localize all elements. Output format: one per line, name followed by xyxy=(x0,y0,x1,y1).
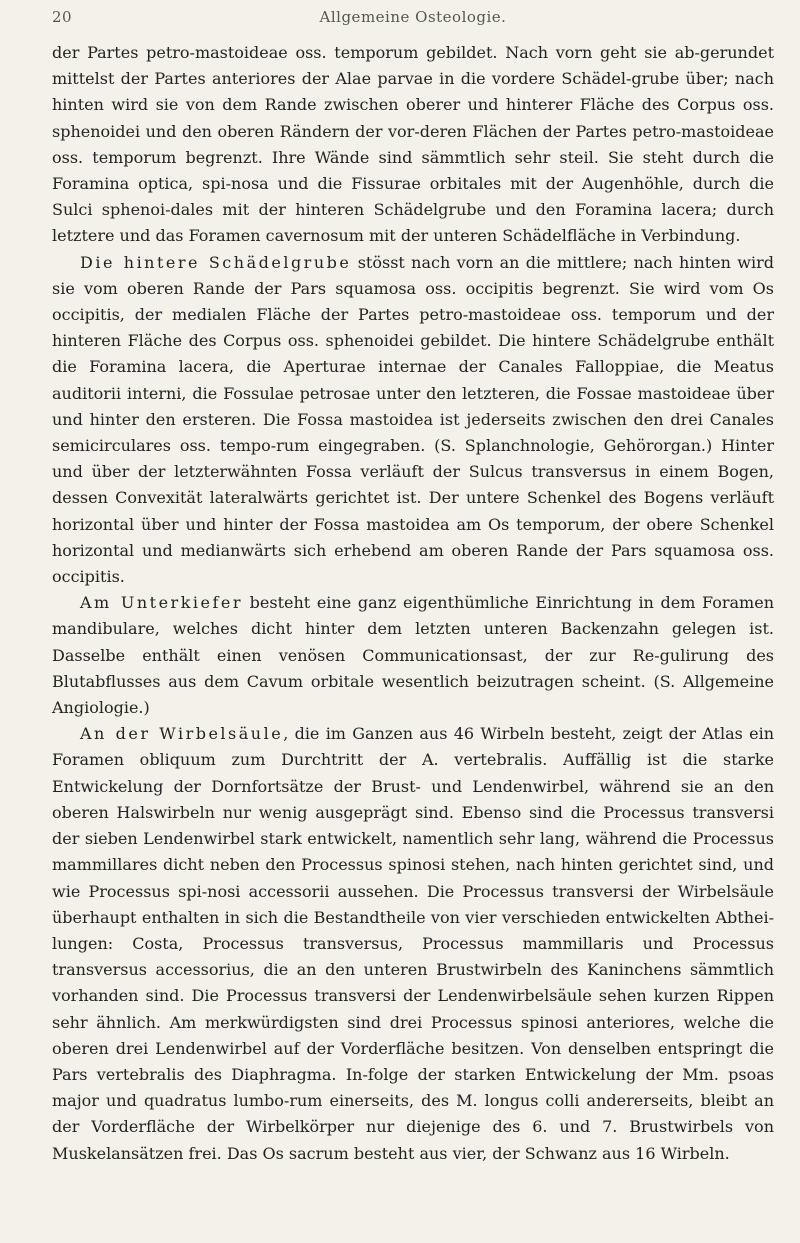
paragraph-text: , die im Ganzen aus 46 Wirbeln besteht, zeigt der Atlas ein Foramen obliquum zum Durchtritt der A. vertebralis. Auffällig ist die starke Entwickelung der Dornfortsätze der Brust- und Lendenwirbel, während sie an den oberen Halswirbeln nur wenig ausgeprägt sind. Ebenso sind die Processus transversi der sieben Lendenwirbel stark entwickelt, namentlich sehr lang, während die Processus mammillares dicht neben den Processus spinosi stehen, nach hinten gerichtet sind, und wie Processus spi-nosi accessorii aussehen. Die Processus transversi der Wirbelsäule überhaupt enthalten in sich die Bestandtheile von vier verschieden entwickelten Abthei-lungen: Costa, Processus transversus, Processus mammillaris und Processus transversus accessorius, die an den unteren Brustwirbeln des Kaninchens sämmtlich vorhanden sind. Die Processus transversi der Lendenwirbelsäule sehen kurzen Rippen sehr ähnlich. Am merkwürdigsten sind drei Processus spinosi anteriores, welche die oberen drei Lendenwirbel auf der Vorderfläche besitzen. Von denselben entspringt die Pars vertebralis des Diaphragma. In-folge der starken Entwickelung der Mm. psoas major und quadratus lumbo-rum einerseits, des M. longus colli andererseits, bleibt an der Vorderfläche der Wirbelkörper nur diejenige des 6. und 7. Brustwirbels von Muskelansätzen frei. Das Os sacrum besteht aus vier, der Schwanz aus 16 Wirbeln. xyxy=(52,724,774,1163)
paragraph-text: besteht eine ganz eigenthümliche Einrichtung in dem Foramen mandibulare, welches dicht hinter dem letzten unteren Backenzahn gelegen ist. Dasselbe enthält einen venösen Communicationsast, der zur Re-gulirung des Blutabflusses aus dem Cavum orbitale wesentlich beizutragen scheint. (S. Allgemeine Angiologie.) xyxy=(52,593,774,718)
paragraph-lead: Am Unterkiefer xyxy=(80,593,244,613)
paragraph-continued xyxy=(52,40,774,250)
paragraph-text: stösst nach vorn an die mittlere; nach hinten wird sie vom oberen Rande der Pars squamosa oss. occipitis begrenzt. Sie wird vom Os occipitis, der medialen Fläche der Partes petro-mastoideae oss. temporum und der hinteren Fläche des Corpus oss. sphenoidei gebildet. Die hintere Schädelgrube enthält die Foramina lacera, die Aperturae internae der Canales Falloppiae, die Meatus auditorii interni, die Fossulae petrosae unter den letzteren, die Fossae mastoideae über und hinter den ersteren. Die Fossa mastoidea ist jederseits zwischen den drei Canales semicirculares oss. tempo-rum eingegraben. (S. Splanchnologie, Gehörorgan.) Hinter und über der letzterwähnten Fossa verläuft der Sulcus transversus in einem Bogen, dessen Convexität lateralwärts gerichtet ist. Der untere Schenkel des Bogens verläuft horizontal über und hinter der Fossa mastoidea am Os temporum, der obere Schenkel horizontal und medianwärts sich erhebend am oberen Rande der Pars squamosa oss. occipitis. xyxy=(52,252,775,587)
paragraph-lead: Die hintere Schädelgrube xyxy=(80,252,352,272)
paragraph-wirbelsaeule xyxy=(52,721,774,1166)
paragraph-hintere-schaedelgrube xyxy=(52,250,774,591)
page-header xyxy=(52,8,774,30)
paragraph-unterkiefer xyxy=(52,590,774,721)
running-head: Allgemeine Osteologie. xyxy=(319,8,507,26)
paragraph-lead: An der Wirbelsäule xyxy=(80,724,284,744)
paragraph-text: der Partes petro-mastoideae oss. temporum gebildet. Nach vorn geht sie ab-gerundet mittelst der Partes anteriores der Alae parvae in die vordere Schädel-grube über; nach hinten wird sie von dem Rande zwischen oberer und hinterer Fläche des Corpus oss. sphenoidei und den oberen Rändern der vor-deren Flächen der Partes petro-mastoideae oss. temporum begrenzt. Ihre Wände sind sämmtlich sehr steil. Sie steht durch die Foramina optica, spi-nosa und die Fissurae orbitales mit der Augenhöhle, durch die Sulci sphenoi-dales mit der hinteren Schädelgrube und den Foramina lacera; durch letztere und das Foramen cavernosum mit der unteren Schädelfläche in Verbindung. xyxy=(52,43,774,246)
body-text xyxy=(52,40,774,1167)
page-number: 20 xyxy=(52,8,73,26)
